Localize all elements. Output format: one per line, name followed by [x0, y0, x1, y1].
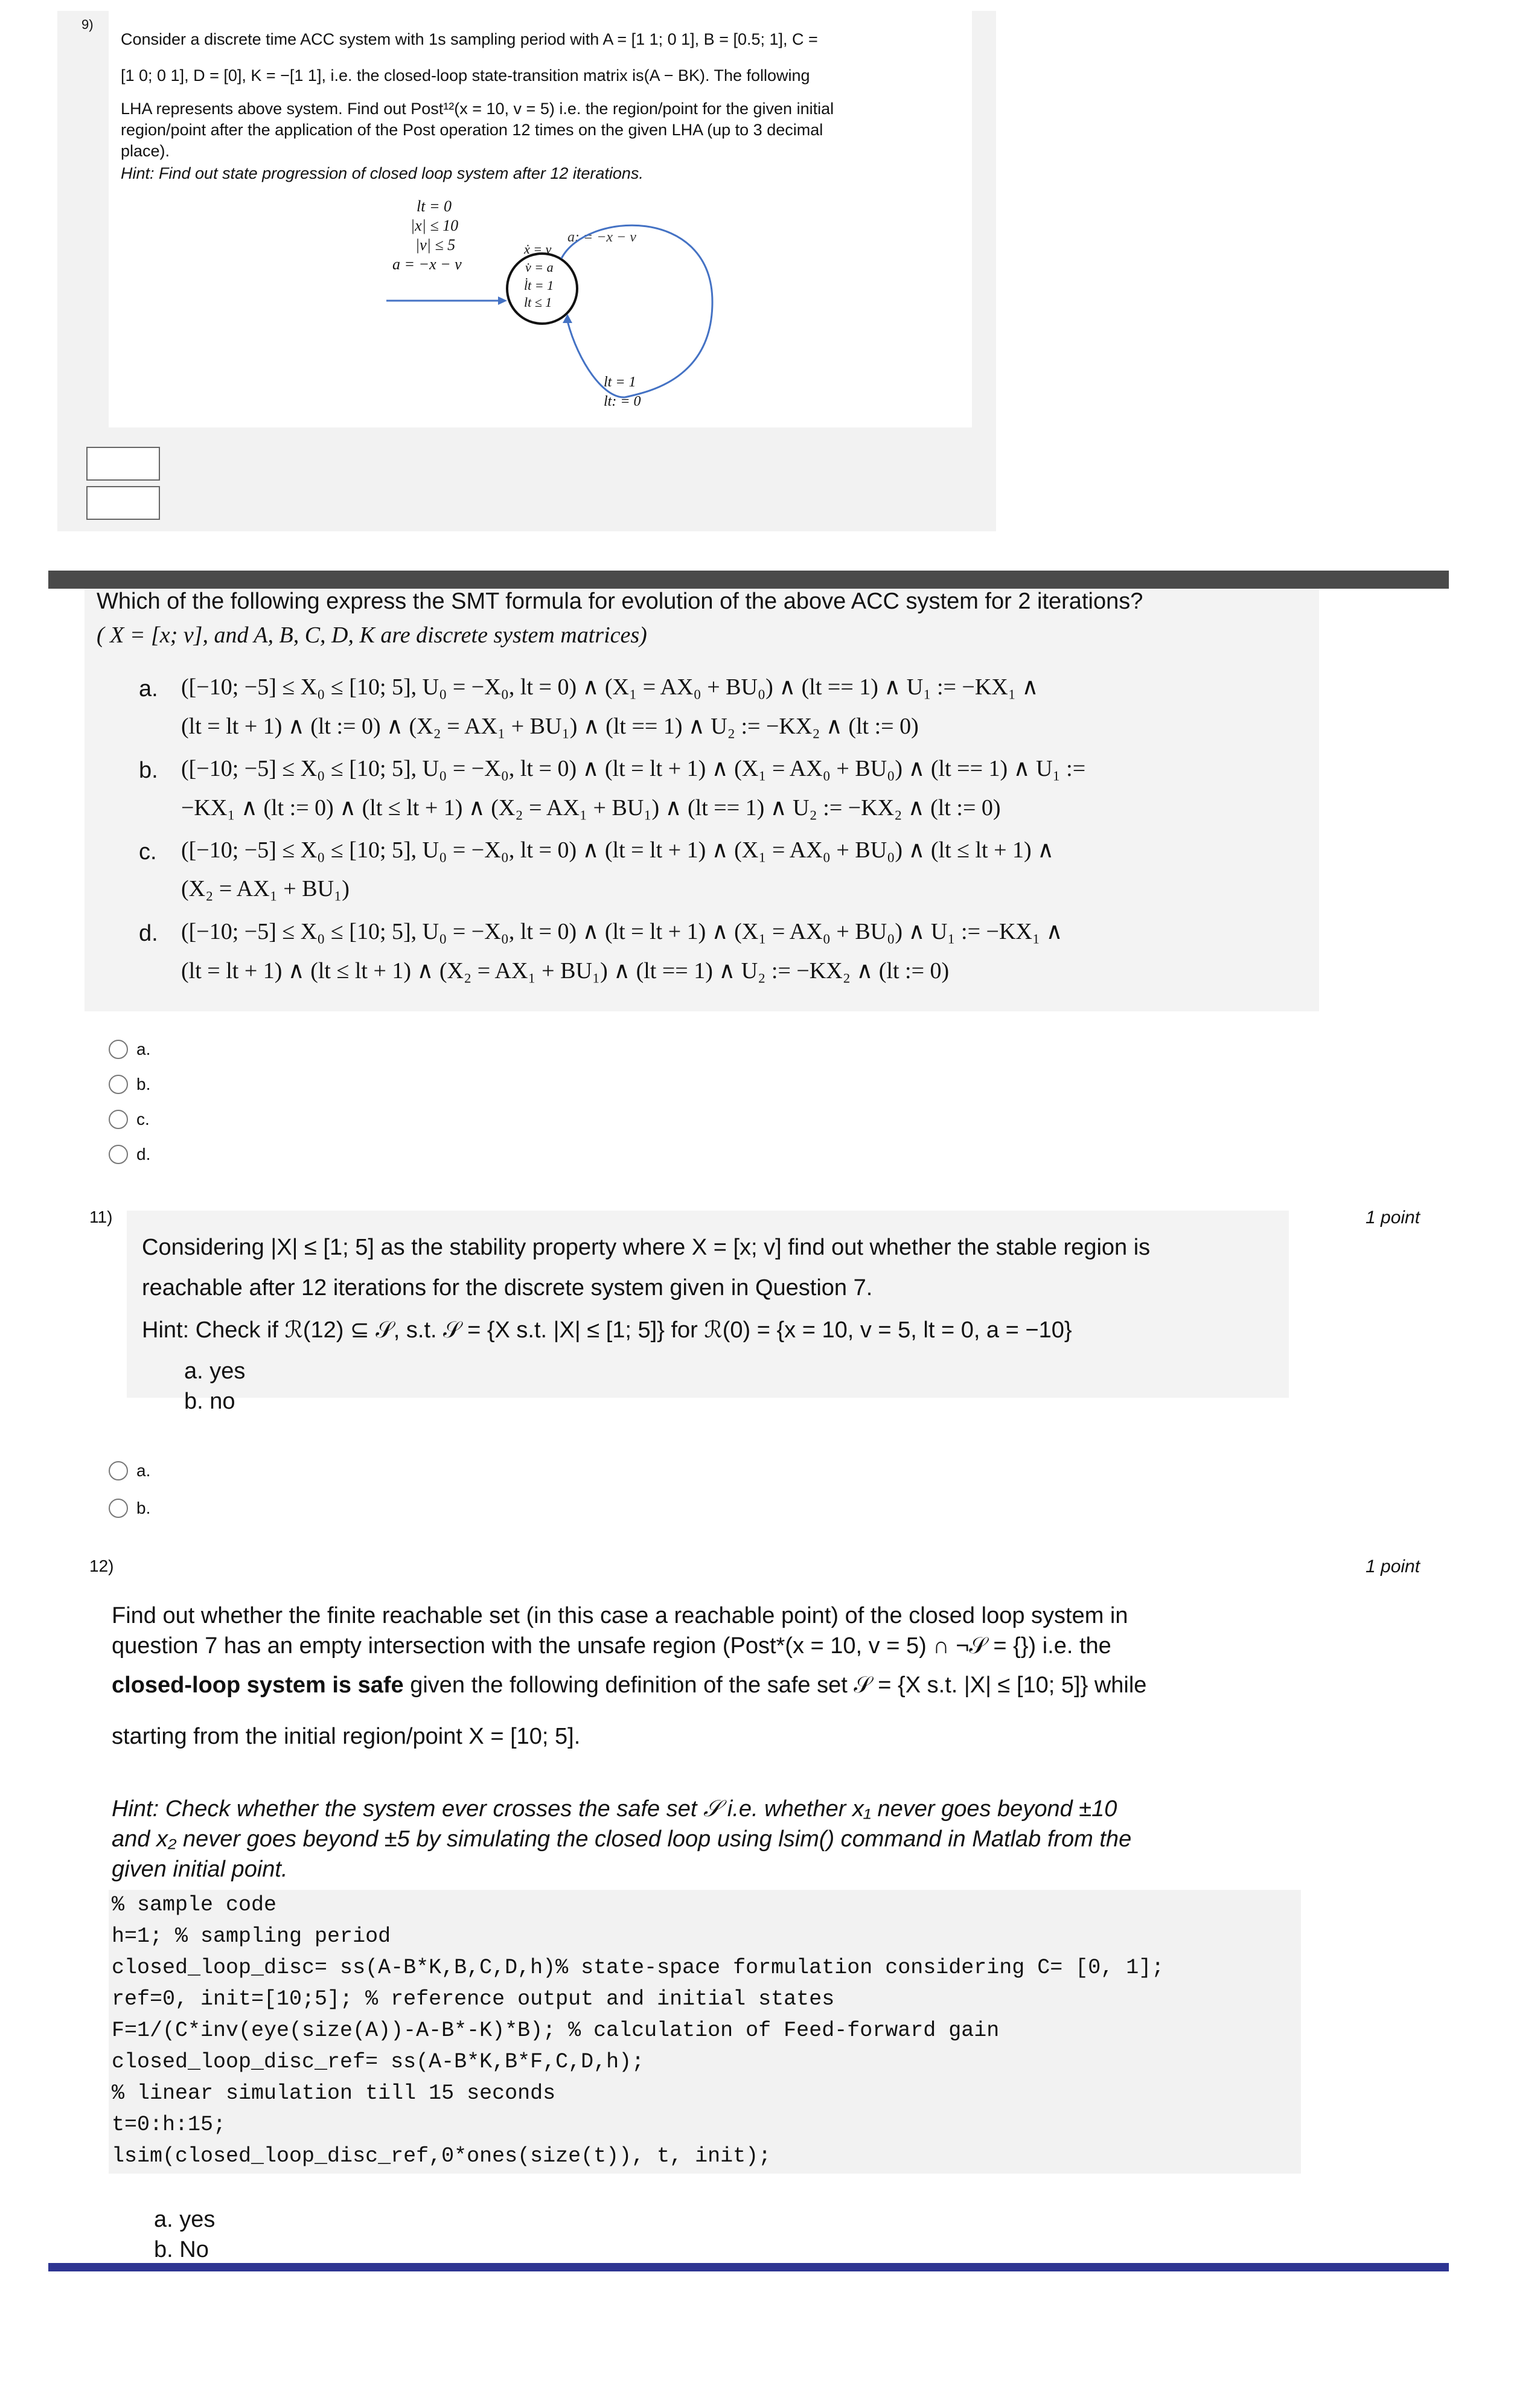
- flow-label: ẋ = v: [524, 242, 552, 257]
- init-label: a = −x − v: [392, 255, 462, 273]
- radio-label: d.: [136, 1145, 151, 1163]
- code-line: h=1; % sampling period: [112, 1924, 391, 1948]
- choice-text: b. no: [184, 1389, 235, 1414]
- question-text-line: [112, 1672, 1146, 1698]
- radio-option-b[interactable]: [109, 1499, 150, 1518]
- radio-option-c[interactable]: [109, 1110, 150, 1129]
- flow-label: v̇ = a: [525, 260, 554, 275]
- question-text-line: place).: [121, 142, 170, 160]
- radio-label: c.: [136, 1110, 150, 1128]
- arrow-head-icon: [498, 296, 507, 305]
- question-text-line: [1 0; 0 1], D = [0], K = −[1 1], i.e. the closed-loop state-transition matrix is(A − BK). The following: [121, 66, 810, 85]
- question-text-line: Consider a discrete time ACC system with 1s sampling period with A = [1 1; 0 1], B = [0.5; 1], C =: [121, 30, 818, 48]
- option-formula: ([−10; −5] ≤ X₀ ≤ [10; 5], U₀ = −X₀, lt = 0) ∧ (lt = lt + 1) ∧ (X₁ = AX₀ + BU₀) ∧ (lt ≤ lt + 1) ∧: [181, 837, 1055, 863]
- code-line: F=1/(C*inv(eye(size(A))-A-B*-K)*B); % calculation of Feed-forward gain: [112, 2018, 1000, 2043]
- radio-option-b[interactable]: [109, 1075, 150, 1094]
- radio-button[interactable]: [109, 1110, 128, 1129]
- guard-label: lt = 1: [604, 374, 636, 390]
- reset-label: lt: = 0: [604, 394, 641, 409]
- hint-text: and x₂ never goes beyond ±5 by simulating the closed loop using lsim() command in Matlab from the: [112, 1826, 1132, 1852]
- self-loop-edge: [561, 225, 712, 397]
- radio-button[interactable]: [109, 1040, 128, 1059]
- question-text-line: LHA represents above system. Find out Post¹²(x = 10, v = 5) i.e. the region/point for the given initial: [121, 100, 834, 118]
- radio-label: a.: [136, 1461, 151, 1480]
- flow-label: l̇t = 1: [524, 278, 554, 293]
- choice-text: a. yes: [184, 1359, 246, 1384]
- option-formula: ([−10; −5] ≤ X₀ ≤ [10; 5], U₀ = −X₀, lt = 0) ∧ (X₁ = AX₀ + BU₀) ∧ (lt == 1) ∧ U₁ := −KX₁ ∧: [181, 674, 1039, 700]
- question-number: 12): [89, 1557, 114, 1575]
- option-formula: (lt = lt + 1) ∧ (lt := 0) ∧ (X₂ = AX₁ + BU₁) ∧ (lt == 1) ∧ U₂ := −KX₂ ∧ (lt := 0): [181, 714, 919, 739]
- option-letter: b.: [139, 758, 158, 783]
- radio-label: a.: [136, 1040, 151, 1058]
- choice-text: b. No: [154, 2237, 209, 2262]
- code-line: % sample code: [112, 1893, 277, 1917]
- option-formula: (lt = lt + 1) ∧ (lt ≤ lt + 1) ∧ (X₂ = AX₁ + BU₁) ∧ (lt == 1) ∧ U₂ := −KX₂ ∧ (lt := 0): [181, 958, 950, 984]
- code-line: closed_loop_disc_ref= ss(A-B*K,B*F,C,D,h);: [112, 2050, 645, 2074]
- option-formula: ([−10; −5] ≤ X₀ ≤ [10; 5], U₀ = −X₀, lt = 0) ∧ (lt = lt + 1) ∧ (X₁ = AX₀ + BU₀) ∧ (lt == 1) ∧ U₁ :=: [181, 756, 1086, 781]
- init-label: |x| ≤ 10: [411, 217, 459, 234]
- radio-label: b.: [136, 1499, 151, 1517]
- code-line: % linear simulation till 15 seconds: [112, 2081, 556, 2105]
- question-text-rest: given the following definition of the safe set 𝒮 = {X s.t. |X| ≤ [10; 5]} while: [403, 1672, 1147, 1698]
- code-line: closed_loop_disc= ss(A-B*K,B,C,D,h)% state-space formulation considering C= [0, 1];: [112, 1956, 1165, 1980]
- question-number: 9): [81, 17, 94, 32]
- code-line: ref=0, init=[10;5]; % reference output and initial states: [112, 1987, 835, 2011]
- invariant-label: lt ≤ 1: [524, 295, 552, 310]
- section-divider: [48, 2263, 1449, 2271]
- radio-button[interactable]: [109, 1499, 128, 1518]
- question-text-line: reachable after 12 iterations for the discrete system given in Question 7.: [142, 1275, 873, 1301]
- radio-option-a[interactable]: [109, 1040, 150, 1059]
- hint-text: given initial point.: [112, 1857, 288, 1882]
- choice-text: a. yes: [154, 2207, 216, 2232]
- option-letter: d.: [139, 921, 158, 946]
- radio-label: b.: [136, 1075, 151, 1093]
- reset-label: a: = −x − v: [567, 229, 636, 245]
- question-text-line: region/point after the application of the Post operation 12 times on the given LHA (up to 3 decimal: [121, 121, 823, 139]
- radio-button[interactable]: [109, 1461, 128, 1480]
- question-text-line: ( X = [x; v], and A, B, C, D, K are discrete system matrices): [97, 623, 647, 648]
- code-line: t=0:h:15;: [112, 2113, 226, 2137]
- radio-button[interactable]: [109, 1075, 128, 1094]
- radio-button[interactable]: [109, 1145, 128, 1164]
- points-label: 1 point: [1366, 1208, 1420, 1227]
- question-text-line: Find out whether the finite reachable set (in this case a reachable point) of the closed loop system in: [112, 1603, 1128, 1628]
- question-text-line: Which of the following express the SMT formula for evolution of the above ACC system for 2 iterations?: [97, 589, 1143, 614]
- code-line: lsim(closed_loop_disc_ref,0*ones(size(t)), t, init);: [112, 2144, 772, 2168]
- radio-option-a[interactable]: [109, 1461, 150, 1480]
- option-formula: ([−10; −5] ≤ X₀ ≤ [10; 5], U₀ = −X₀, lt = 0) ∧ (lt = lt + 1) ∧ (X₁ = AX₀ + BU₀) ∧ U₁ := −KX₁ ∧: [181, 919, 1063, 944]
- points-label: 1 point: [1366, 1557, 1420, 1576]
- answer-input-box[interactable]: [86, 447, 160, 481]
- init-label: |v| ≤ 5: [415, 236, 456, 254]
- option-letter: a.: [139, 676, 158, 702]
- radio-option-d[interactable]: [109, 1145, 150, 1164]
- question-number: 11): [89, 1208, 113, 1226]
- question-text-line: Considering |X| ≤ [1; 5] as the stability property where X = [x; v] find out whether the stable region is: [142, 1235, 1151, 1260]
- question-text-line: starting from the initial region/point X = [10; 5].: [112, 1724, 581, 1749]
- answer-input-box[interactable]: [86, 486, 160, 520]
- question-text-line: question 7 has an empty intersection with the unsafe region (Post*(x = 10, v = 5) ∩ ¬𝒮 = {}) i.e. the: [112, 1633, 1111, 1659]
- hint-text: Hint: Check if ℛ(12) ⊆ 𝒮, s.t. 𝒮 = {X s.t. |X| ≤ [1; 5]} for ℛ(0) = {x = 10, v = 5, lt = 0, a = −10}: [142, 1317, 1072, 1343]
- hint-text: Hint: Check whether the system ever crosses the safe set 𝒮 i.e. whether x₁ never goes beyond ±10: [112, 1796, 1117, 1822]
- option-formula: (X₂ = AX₁ + BU₁): [181, 876, 350, 901]
- option-formula: −KX₁ ∧ (lt := 0) ∧ (lt ≤ lt + 1) ∧ (X₂ = AX₁ + BU₁) ∧ (lt == 1) ∧ U₂ := −KX₂ ∧ (lt := 0): [181, 795, 1001, 821]
- lha-diagram: [386, 193, 724, 423]
- init-label: lt = 0: [417, 197, 452, 215]
- section-divider: [48, 571, 1449, 589]
- hint-text: Hint: Find out state progression of closed loop system after 12 iterations.: [121, 164, 644, 182]
- bold-phrase: closed-loop system is safe: [112, 1672, 404, 1698]
- option-letter: c.: [139, 839, 157, 865]
